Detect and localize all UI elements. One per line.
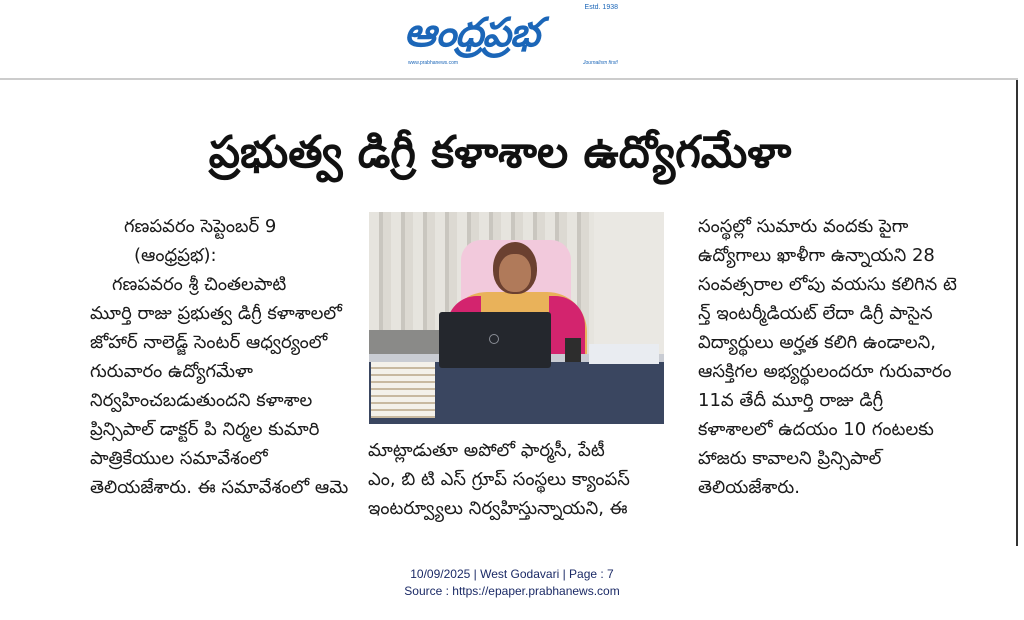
article-line: గురువారం ఉద్యోగమేళా (90, 361, 254, 382)
footer-source: Source : https://epaper.prabhanews.com (404, 584, 620, 598)
article-column-2 (368, 436, 668, 523)
article-headline: ప్రభుత్వ డిగ్రీ కళాశాల ఉద్యోగమేళా (208, 127, 792, 178)
article-line: ఆసక్తిగల అభ్యర్థులందరూ గురువారం (698, 361, 952, 382)
footer-edition-info: 10/09/2025 | West Godavari | Page : 7 (410, 567, 614, 581)
masthead (404, 4, 622, 68)
masthead-estd: Estd. 1938 (584, 4, 618, 11)
article-line: పాత్రికేయుల సమావేశంలో (90, 448, 268, 469)
dateline-source: (ఆంధ్రప్రభ): (134, 245, 217, 266)
article-line: ఉద్యోగాలు ఖాళీగా ఉన్నాయని 28 (698, 245, 935, 266)
article-line: కళాశాలలో ఉదయం 10 గంటలకు (698, 419, 934, 440)
article-line: గణపవరం శ్రీ చింతలపాటి (112, 274, 287, 295)
article-line: జోహార్ నాలెడ్జ్ సెంటర్ ఆధ్వర్యంలో (90, 332, 328, 353)
newspaper-logo: ఆంధ్రప్రభ (404, 10, 539, 56)
article-column-1 (90, 212, 358, 502)
article-line: విద్యార్థులు అర్హత కలిగి ఉండాలని, (698, 332, 936, 353)
principal-photo (369, 212, 664, 424)
article-line: తెలియజేశారు. ఈ సమావేశంలో ఆమె (90, 477, 349, 498)
article-line: సంవత్సరాల లోపు వయసు కలిగిన టె (698, 274, 957, 295)
article-column-3 (698, 212, 998, 502)
article-line: మూర్తి రాజు ప్రభుత్వ డిగ్రీ కళాశాలలో (90, 303, 342, 324)
article-line: ఇంటర్వ్యూలు నిర్వహిస్తున్నాయని, ఈ (368, 498, 628, 519)
article-line: న్త్ ఇంటర్మీడియట్ లేదా డిగ్రీ పాసైన (698, 303, 933, 324)
article-line: మాట్లాడుతూ అపోలో ఫార్మసీ, పేటీ (368, 440, 605, 461)
article-line: ప్రిన్సిపాల్ డాక్టర్ పి నిర్మల కుమారి (90, 419, 320, 440)
article-line: నిర్వహించబడుతుందని కళాశాల (90, 390, 313, 411)
article-line: 11వ తేదీ మూర్తి రాజు డిగ్రీ (698, 390, 884, 411)
dateline: గణపవరం సెప్టెంబర్ 9 (124, 216, 277, 237)
masthead-site: www.prabhanews.com (408, 60, 459, 66)
article-line: తెలియజేశారు. (698, 477, 801, 498)
article-line: ఎం, బి టి ఎస్ గ్రూప్ సంస్థలు క్యాంపస్ (368, 469, 630, 490)
paper-stack (371, 362, 435, 418)
masthead-tagline: Journalism first! (582, 60, 618, 66)
article-line: హాజరు కావాలని ప్రిన్సిపాల్ (698, 448, 882, 469)
article-line: సంస్థల్లో సుమారు వందకు పైగా (698, 216, 909, 237)
